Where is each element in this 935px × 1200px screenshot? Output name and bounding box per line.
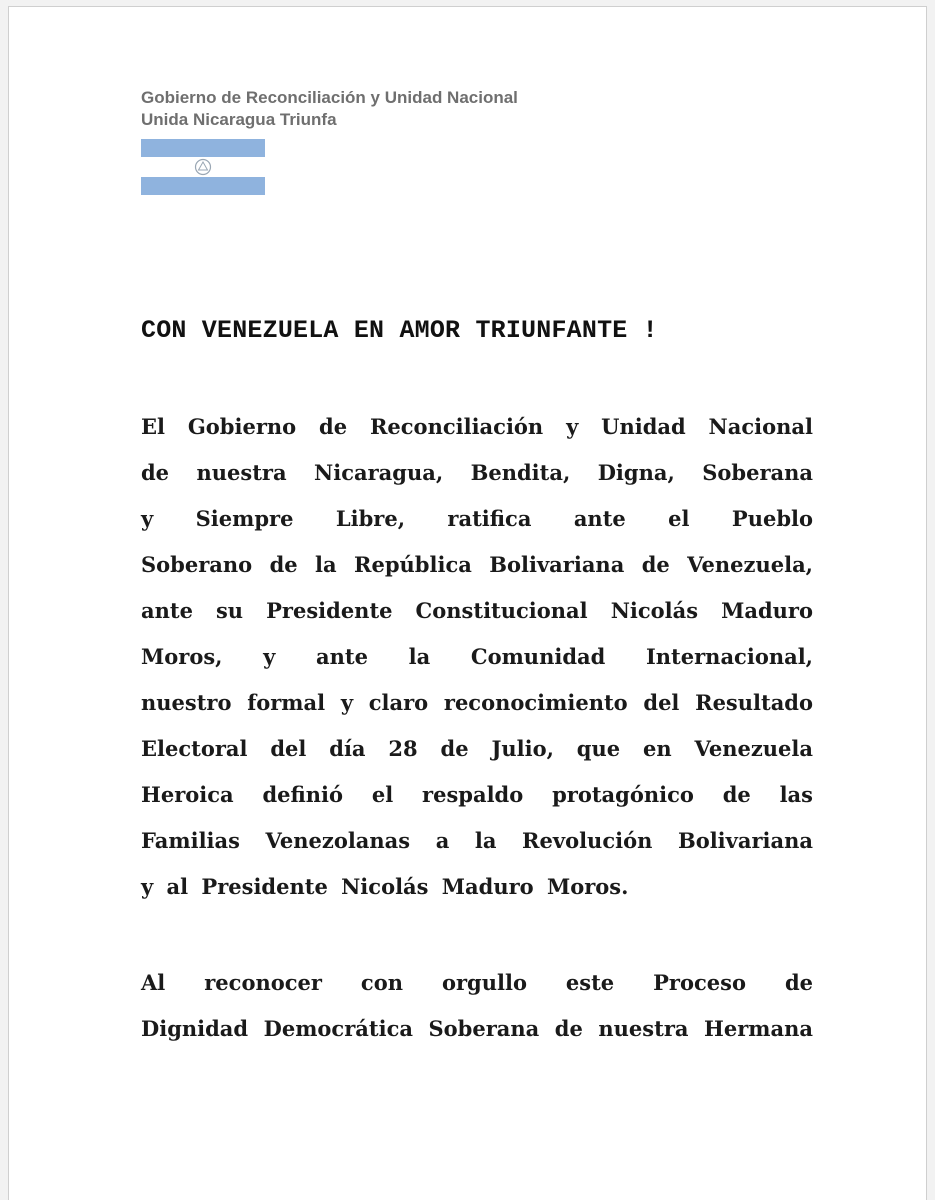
paragraph-line: ante su Presidente Constitucional Nicolás Maduro <box>141 598 813 623</box>
paragraph-line: y Siempre Libre, ratifica ante el Pueblo <box>141 506 813 531</box>
paragraph-line: Familias Venezolanas a la Revolución Bolivariana <box>141 828 813 853</box>
flag-top-stripe <box>141 139 265 157</box>
paragraph-2 <box>141 967 813 1059</box>
paragraph-1 <box>141 411 813 917</box>
paragraph-line: Al reconocer con orgullo este Proceso de <box>141 970 813 995</box>
letterhead-slogan: Unida Nicaragua Triunfa <box>141 110 337 129</box>
coat-of-arms-icon <box>194 158 212 176</box>
paragraph-line: Dignidad Democrática Soberana de nuestra Hermana <box>141 1016 813 1041</box>
paragraph-line: nuestro formal y claro reconocimiento del Resultado <box>141 690 813 715</box>
statement-title: CON VENEZUELA EN AMOR TRIUNFANTE ! <box>141 316 658 345</box>
document-page <box>8 6 927 1200</box>
paragraph-line: El Gobierno de Reconciliación y Unidad Nacional <box>141 414 813 439</box>
letterhead <box>141 87 518 131</box>
paragraph-line: Electoral del día 28 de Julio, que en Venezuela <box>141 736 813 761</box>
paragraph-line: Heroica definió el respaldo protagónico de las <box>141 782 813 807</box>
paragraph-line: Moros, y ante la Comunidad Internacional, <box>141 644 813 669</box>
paragraph-line: de nuestra Nicaragua, Bendita, Digna, Soberana <box>141 460 813 485</box>
flag-bottom-stripe <box>141 177 265 195</box>
paragraph-line: Soberano de la República Bolivariana de Venezuela, <box>141 552 813 577</box>
letterhead-government-name: Gobierno de Reconciliación y Unidad Nacional <box>141 88 518 107</box>
nicaragua-flag-icon <box>141 139 265 195</box>
paragraph-line: y al Presidente Nicolás Maduro Moros. <box>141 874 629 899</box>
